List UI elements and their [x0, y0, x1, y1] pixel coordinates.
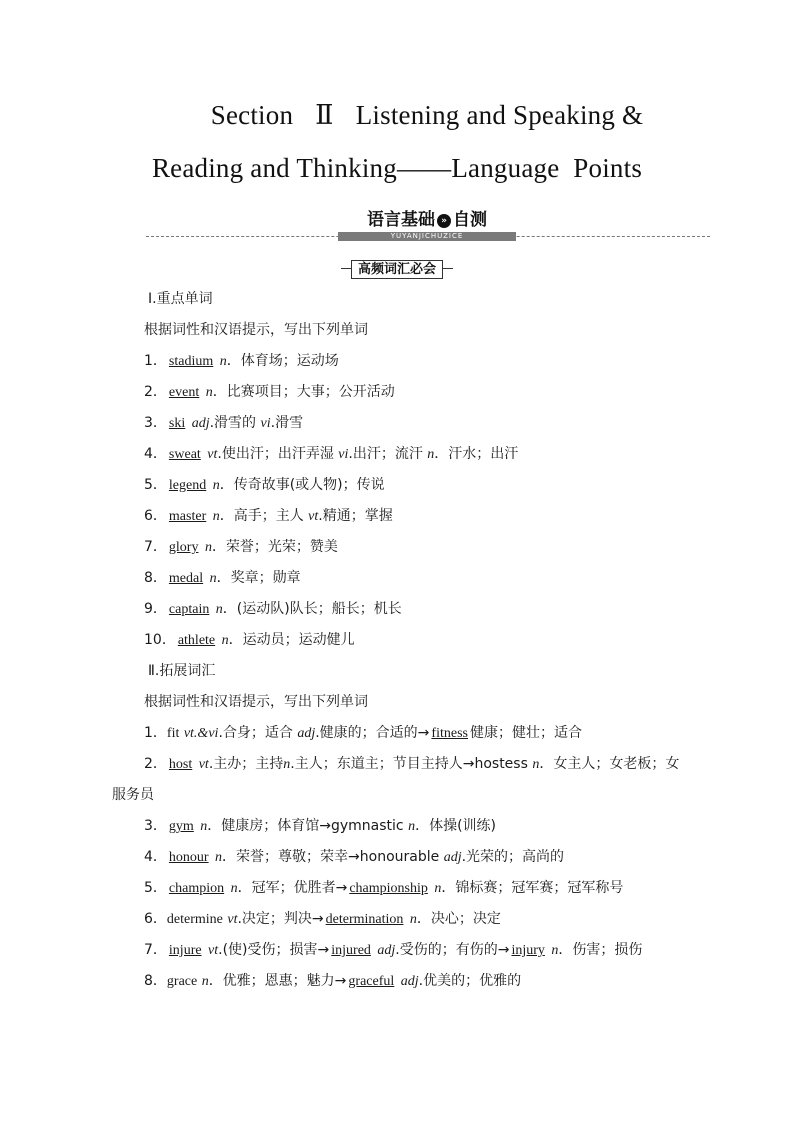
part-of-speech: n	[212, 509, 220, 524]
item-number: 10．	[144, 632, 176, 648]
definition: ．伤害；损伤	[558, 942, 643, 958]
definition: ．荣誉；光荣；赞美	[211, 539, 338, 555]
definition: ．运动员；运动健儿	[228, 632, 355, 648]
page-title-line-2	[0, 153, 794, 184]
definition: .受伤的；有伤的→	[395, 942, 510, 958]
definition: ．比赛项目；大事；公开活动	[212, 384, 395, 400]
item-number: 1．	[144, 353, 167, 369]
item-number: 5．	[144, 477, 167, 493]
definition: ．荣誉；尊敬；荣幸→honourable	[222, 849, 444, 865]
base-word: fit	[166, 726, 180, 741]
part-of-speech: n	[427, 447, 435, 462]
definition: ．(运动队)队长；船长；机长	[222, 601, 402, 617]
banner-right-text: 自测	[453, 210, 487, 230]
definition: .健康的；合适的→	[315, 725, 430, 741]
part-of-speech: n	[204, 540, 212, 555]
answer-word: honour	[168, 850, 209, 865]
item-number: 8．	[144, 973, 167, 989]
item-number: 1．	[144, 725, 167, 741]
part-of-speech: n	[230, 881, 238, 896]
part-of-speech: n	[221, 633, 229, 648]
part-of-speech: n	[215, 850, 223, 865]
subheading-left-rule	[341, 268, 351, 269]
answer-word: athlete	[177, 633, 216, 648]
definition: ．女主人；女老板；女服务员	[112, 756, 680, 803]
definition: .主人；东道主；节目主持人→hostess	[290, 756, 533, 772]
banner-heading	[338, 208, 516, 232]
part-of-speech: n	[283, 757, 291, 772]
list-item	[112, 408, 684, 439]
title-section: Section	[210, 100, 294, 130]
answer-word: sweat	[168, 447, 201, 462]
title-roman-numeral: Ⅱ	[315, 100, 334, 130]
answer-word: ski	[168, 416, 186, 431]
part-of-speech: adj	[297, 726, 316, 741]
definition: ．体操(训练)	[415, 818, 497, 834]
definition: ．决心；决定	[416, 911, 501, 927]
part-of-speech: adj	[443, 850, 462, 865]
list-item	[112, 811, 684, 842]
list-item	[112, 563, 684, 594]
section-1-heading: Ⅰ.重点单词	[148, 291, 213, 307]
part-of-speech: vt	[308, 509, 319, 524]
part-of-speech: vt	[207, 447, 218, 462]
subheading-right-rule	[443, 268, 453, 269]
part-of-speech: n	[212, 478, 220, 493]
list-item	[112, 439, 684, 470]
part-of-speech: vt.&vi	[183, 726, 219, 741]
definition: .合身；适合	[218, 725, 298, 741]
answer-word: injured	[331, 943, 371, 958]
item-number: 5．	[144, 880, 167, 896]
answer-word: injury	[511, 943, 545, 958]
definition: .光荣的；高尚的	[461, 849, 565, 865]
definition: .精通；掌握	[318, 508, 393, 524]
list-item	[112, 873, 684, 904]
definition: 健康；健壮；适合	[469, 725, 582, 741]
part-of-speech: n	[219, 354, 227, 369]
section-2-instruction: 根据词性和汉语提示，写出下列单词	[144, 694, 368, 710]
title-language: Language	[451, 153, 560, 183]
item-number: 6．	[144, 508, 167, 524]
list-item	[112, 625, 684, 656]
part-of-speech: n	[205, 385, 213, 400]
answer-word: medal	[168, 571, 204, 586]
part-of-speech: vt	[227, 912, 238, 927]
item-number: 3．	[144, 415, 167, 431]
list-item	[112, 966, 684, 997]
part-of-speech: adj	[377, 943, 396, 958]
definition: .主办；主持	[208, 756, 284, 772]
item-number: 4．	[144, 849, 167, 865]
definition: .滑雪	[270, 415, 304, 431]
item-number: 7．	[144, 539, 167, 555]
definition: .滑雪的	[209, 415, 261, 431]
definition: .(使)受伤；损害→	[218, 942, 330, 958]
item-number: 2．	[144, 756, 167, 772]
part-of-speech: vt	[198, 757, 209, 772]
item-number: 6．	[144, 911, 167, 927]
definition: .出汗；流汗	[348, 446, 428, 462]
part-of-speech: n	[209, 571, 217, 586]
item-number: 2．	[144, 384, 167, 400]
part-of-speech: adj	[400, 974, 419, 989]
item-number: 8．	[144, 570, 167, 586]
double-chevron-icon: »	[437, 214, 451, 228]
definition: ．优雅；恩惠；魅力→	[208, 973, 347, 989]
list-item	[112, 501, 684, 532]
section-2-heading: Ⅱ.拓展词汇	[148, 663, 216, 679]
subheading-box	[0, 258, 794, 279]
answer-word: master	[168, 509, 207, 524]
item-number: 9．	[144, 601, 167, 617]
part-of-speech: vi	[260, 416, 271, 431]
list-item	[112, 842, 684, 873]
list-item	[112, 904, 684, 935]
list-item	[112, 377, 684, 408]
section-banner	[0, 208, 794, 244]
banner-pinyin: YUYANJICHUZICE	[390, 232, 464, 240]
section-1-instruction: 根据词性和汉语提示，写出下列单词	[144, 322, 368, 338]
answer-word: captain	[168, 602, 210, 617]
answer-word: championship	[349, 881, 428, 896]
answer-word: fitness	[431, 726, 468, 741]
part-of-speech: n	[434, 881, 442, 896]
part-of-speech: n	[532, 757, 540, 772]
answer-word: stadium	[168, 354, 214, 369]
item-number: 3．	[144, 818, 167, 834]
definition: ．高手；主人	[219, 508, 309, 524]
definition: ．健康房；体育馆→gymnastic	[207, 818, 409, 834]
definition: ．传奇故事(或人物)；传说	[219, 477, 385, 493]
answer-word: determination	[325, 912, 404, 927]
definition: ．冠军；优胜者→	[237, 880, 348, 896]
list-item	[112, 935, 684, 966]
answer-word: glory	[168, 540, 199, 555]
base-word: determine	[166, 912, 223, 927]
answer-word: legend	[168, 478, 207, 493]
definition: ．汗水；出汗	[434, 446, 519, 462]
definition: .优美的；优雅的	[418, 973, 522, 989]
list-item	[112, 594, 684, 625]
part-of-speech: n	[408, 819, 416, 834]
part-of-speech: n	[201, 974, 209, 989]
title-topic-1: Listening and Speaking &	[355, 100, 644, 130]
title-dash: ——	[396, 153, 452, 183]
base-word: grace	[166, 974, 198, 989]
list-item	[112, 532, 684, 563]
definition: ．锦标赛；冠军赛；冠军称号	[441, 880, 624, 896]
list-item	[112, 749, 684, 811]
banner-left-text: 语言基础	[367, 210, 435, 230]
part-of-speech: n	[551, 943, 559, 958]
title-topic-2: Reading and Thinking	[151, 153, 397, 183]
title-points: Points	[573, 153, 643, 183]
answer-word: injure	[168, 943, 202, 958]
definition: .决定；判决→	[237, 911, 324, 927]
answer-word: graceful	[348, 974, 395, 989]
list-item	[112, 346, 684, 377]
part-of-speech: n	[215, 602, 223, 617]
definition: ．体育场；运动场	[226, 353, 339, 369]
answer-word: host	[168, 757, 193, 772]
part-of-speech: n	[200, 819, 208, 834]
item-number: 4．	[144, 446, 167, 462]
part-of-speech: adj	[191, 416, 210, 431]
answer-word: champion	[168, 881, 225, 896]
part-of-speech: vt	[208, 943, 219, 958]
item-number: 7．	[144, 942, 167, 958]
vocabulary-content	[112, 284, 684, 997]
page-title-line-1	[0, 100, 794, 131]
definition: ．奖章；勋章	[216, 570, 301, 586]
list-item	[112, 718, 684, 749]
answer-word: gym	[168, 819, 194, 834]
part-of-speech: vi	[338, 447, 349, 462]
list-item	[112, 470, 684, 501]
definition: .使出汗；出汗弄湿	[217, 446, 339, 462]
part-of-speech: n	[409, 912, 417, 927]
subheading-label: 高频词汇必会	[351, 260, 443, 279]
answer-word: event	[168, 385, 200, 400]
